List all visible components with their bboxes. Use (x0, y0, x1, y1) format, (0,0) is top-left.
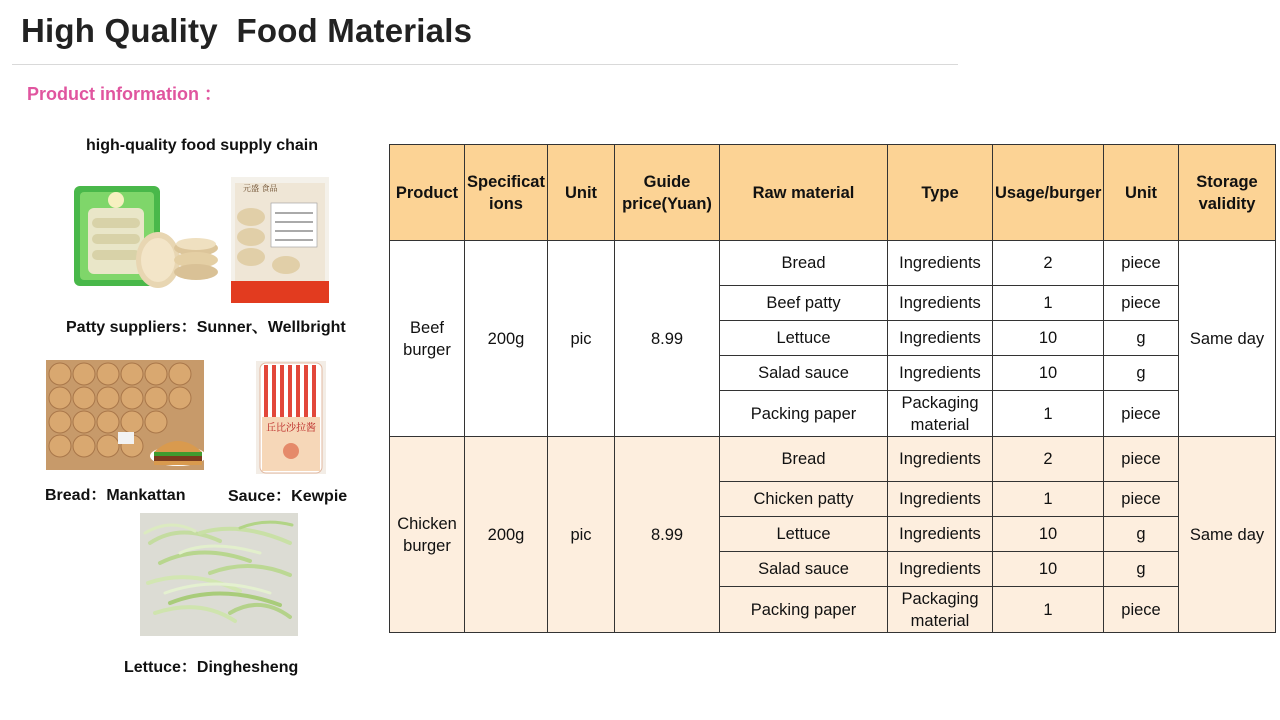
raw-material: Lettuce (720, 321, 888, 356)
usage-per-burger: 1 (993, 286, 1104, 321)
product-spec: 200g (465, 241, 548, 437)
usage-unit: piece (1104, 286, 1179, 321)
usage-per-burger: 10 (993, 321, 1104, 356)
raw-material: Bread (720, 241, 888, 286)
supply-chain-title: high-quality food supply chain (86, 137, 318, 154)
usage-unit: piece (1104, 437, 1179, 482)
svg-text:元盛 食品: 元盛 食品 (243, 184, 278, 193)
usage-unit: piece (1104, 482, 1179, 517)
usage-per-burger: 2 (993, 437, 1104, 482)
raw-material: Packing paper (720, 391, 888, 437)
usage-per-burger: 1 (993, 482, 1104, 517)
usage-per-burger: 2 (993, 241, 1104, 286)
usage-unit: g (1104, 517, 1179, 552)
header-specifications: Specifications (465, 145, 548, 241)
usage-unit: piece (1104, 391, 1179, 437)
sauce-caption: Sauce：Kewpie (228, 488, 348, 505)
usage-per-burger: 1 (993, 391, 1104, 437)
header-type: Type (888, 145, 993, 241)
table-row (390, 241, 1276, 286)
material-type: Ingredients (888, 321, 993, 356)
header-guide-price: Guide price(Yuan) (615, 145, 720, 241)
lettuce-caption: Lettuce：Dinghesheng (124, 659, 299, 676)
raw-material: Chicken patty (720, 482, 888, 517)
material-type: Ingredients (888, 241, 993, 286)
usage-per-burger: 1 (993, 587, 1104, 633)
bread-image (46, 360, 204, 470)
material-type: Ingredients (888, 356, 993, 391)
patty-package-image-1 (74, 178, 222, 292)
bread-caption: Bread：Mankattan (45, 487, 186, 504)
raw-material: Packing paper (720, 587, 888, 633)
page-title: High Quality Food Materials (21, 12, 473, 49)
product-price: 8.99 (615, 437, 720, 633)
material-type: Packaging material (888, 587, 993, 633)
header-unit: Unit (548, 145, 615, 241)
material-type: Ingredients (888, 437, 993, 482)
raw-material: Salad sauce (720, 552, 888, 587)
patty-suppliers-caption: Patty suppliers：Sunner、Wellbright (66, 319, 346, 336)
raw-material: Bread (720, 437, 888, 482)
material-type: Packaging material (888, 391, 993, 437)
storage-validity: Same day (1179, 241, 1276, 437)
product-name: Chicken burger (390, 437, 465, 633)
header-storage-validity: Storage validity (1179, 145, 1276, 241)
usage-per-burger: 10 (993, 356, 1104, 391)
raw-material: Salad sauce (720, 356, 888, 391)
sauce-image (256, 361, 326, 474)
raw-material: Lettuce (720, 517, 888, 552)
usage-unit: g (1104, 552, 1179, 587)
raw-material: Beef patty (720, 286, 888, 321)
patty-package-image-2 (231, 177, 329, 303)
lettuce-image (140, 513, 298, 636)
storage-validity: Same day (1179, 437, 1276, 633)
usage-unit: piece (1104, 241, 1179, 286)
product-table (389, 144, 1276, 633)
header-unit-2: Unit (1104, 145, 1179, 241)
usage-unit: piece (1104, 587, 1179, 633)
header-usage: Usage/burger (993, 145, 1104, 241)
title-divider (12, 64, 958, 65)
usage-per-burger: 10 (993, 552, 1104, 587)
section-subtitle: Product information ： (27, 84, 222, 104)
material-type: Ingredients (888, 552, 993, 587)
header-product: Product (390, 145, 465, 241)
svg-text:丘比沙拉酱: 丘比沙拉酱 (266, 423, 316, 434)
usage-unit: g (1104, 321, 1179, 356)
material-type: Ingredients (888, 286, 993, 321)
usage-per-burger: 10 (993, 517, 1104, 552)
usage-unit: g (1104, 356, 1179, 391)
header-raw-material: Raw material (720, 145, 888, 241)
product-spec: 200g (465, 437, 548, 633)
material-type: Ingredients (888, 482, 993, 517)
material-type: Ingredients (888, 517, 993, 552)
table-row (390, 437, 1276, 482)
product-name: Beef burger (390, 241, 465, 437)
product-unit: pic (548, 241, 615, 437)
product-price: 8.99 (615, 241, 720, 437)
table-header-row (390, 145, 1276, 241)
product-unit: pic (548, 437, 615, 633)
